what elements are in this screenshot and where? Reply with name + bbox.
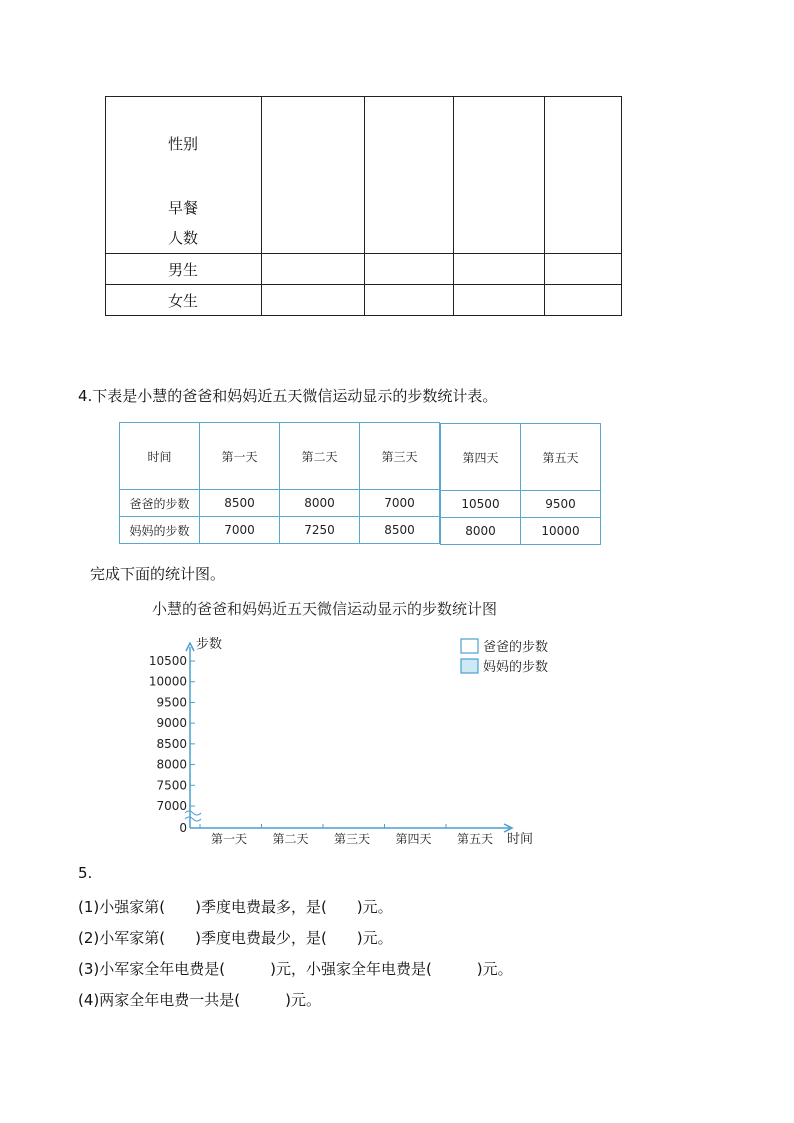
axis-break-icon xyxy=(185,811,201,821)
legend-label: 妈妈的步数 xyxy=(483,660,549,675)
question-5-line-4: (4)两家全年电费一共是( )元。 xyxy=(78,991,321,1009)
y-tick-label: 9500 xyxy=(156,695,187,710)
y-tick-label: 9000 xyxy=(156,716,187,731)
steps-value: 10500 xyxy=(441,491,521,518)
row-label-girls: 女生 xyxy=(106,285,262,316)
steps-value: 10000 xyxy=(521,518,601,545)
chart-instruction: 完成下面的统计图。 xyxy=(90,565,226,583)
y-tick-label: 8500 xyxy=(156,736,187,751)
header-breakfast: 早餐 xyxy=(168,199,199,217)
y-tick-label: 10000 xyxy=(148,674,187,689)
x-tick-label: 第五天 xyxy=(456,832,494,846)
x-tick-label: 第四天 xyxy=(395,832,432,846)
steps-header-day2: 第二天 xyxy=(280,423,360,490)
question-5-line-2: (2)小军家第( )季度电费最少，是( )元。 xyxy=(78,929,393,947)
y-tick-label: 8000 xyxy=(156,757,187,772)
question-4-intro: 4.下表是小慧的爸爸和妈妈近五天微信运动显示的步数统计表。 xyxy=(78,387,498,405)
row-label-mom: 妈妈的步数 xyxy=(120,517,200,544)
header-count: 人数 xyxy=(168,229,199,247)
x-axis-label: 时间 xyxy=(506,832,534,847)
steps-value: 7000 xyxy=(200,517,280,544)
steps-value: 8500 xyxy=(200,490,280,517)
y-axis-label: 步数 xyxy=(196,637,223,652)
steps-header-day3: 第三天 xyxy=(360,423,440,490)
y-tick-label: 7500 xyxy=(156,778,187,793)
steps-value: 7250 xyxy=(280,517,360,544)
steps-value: 8000 xyxy=(280,490,360,517)
steps-header-day1: 第一天 xyxy=(200,423,280,490)
steps-value: 9500 xyxy=(521,491,601,518)
x-tick-label: 第三天 xyxy=(333,832,371,846)
steps-value: 7000 xyxy=(360,490,440,517)
steps-value: 8500 xyxy=(360,517,440,544)
question-5-number: 5. xyxy=(78,864,93,882)
steps-header-time: 时间 xyxy=(120,423,200,490)
question-5-line-1: (1)小强家第( )季度电费最多，是( )元。 xyxy=(78,898,393,916)
y-tick-label: 10500 xyxy=(148,654,187,668)
question-5-line-3: (3)小军家全年电费是( )元，小强家全年电费是( )元。 xyxy=(78,960,513,978)
y-tick-label: 7000 xyxy=(156,799,187,813)
legend-swatch xyxy=(461,639,478,653)
y-tick-label: 0 xyxy=(179,821,187,835)
x-tick-label: 第二天 xyxy=(272,832,309,846)
x-tick-label: 第一天 xyxy=(210,832,248,846)
row-label-boys: 男生 xyxy=(106,254,262,285)
legend-swatch xyxy=(461,659,478,673)
chart-title: 小慧的爸爸和妈妈近五天微信运动显示的步数统计图 xyxy=(152,600,498,618)
header-sex: 性别 xyxy=(168,135,199,153)
steps-value: 8000 xyxy=(441,518,521,545)
steps-header-day5: 第五天 xyxy=(521,424,601,491)
steps-header-day4: 第四天 xyxy=(441,424,521,491)
legend-label: 爸爸的步数 xyxy=(483,640,549,655)
row-label-dad: 爸爸的步数 xyxy=(120,490,200,517)
